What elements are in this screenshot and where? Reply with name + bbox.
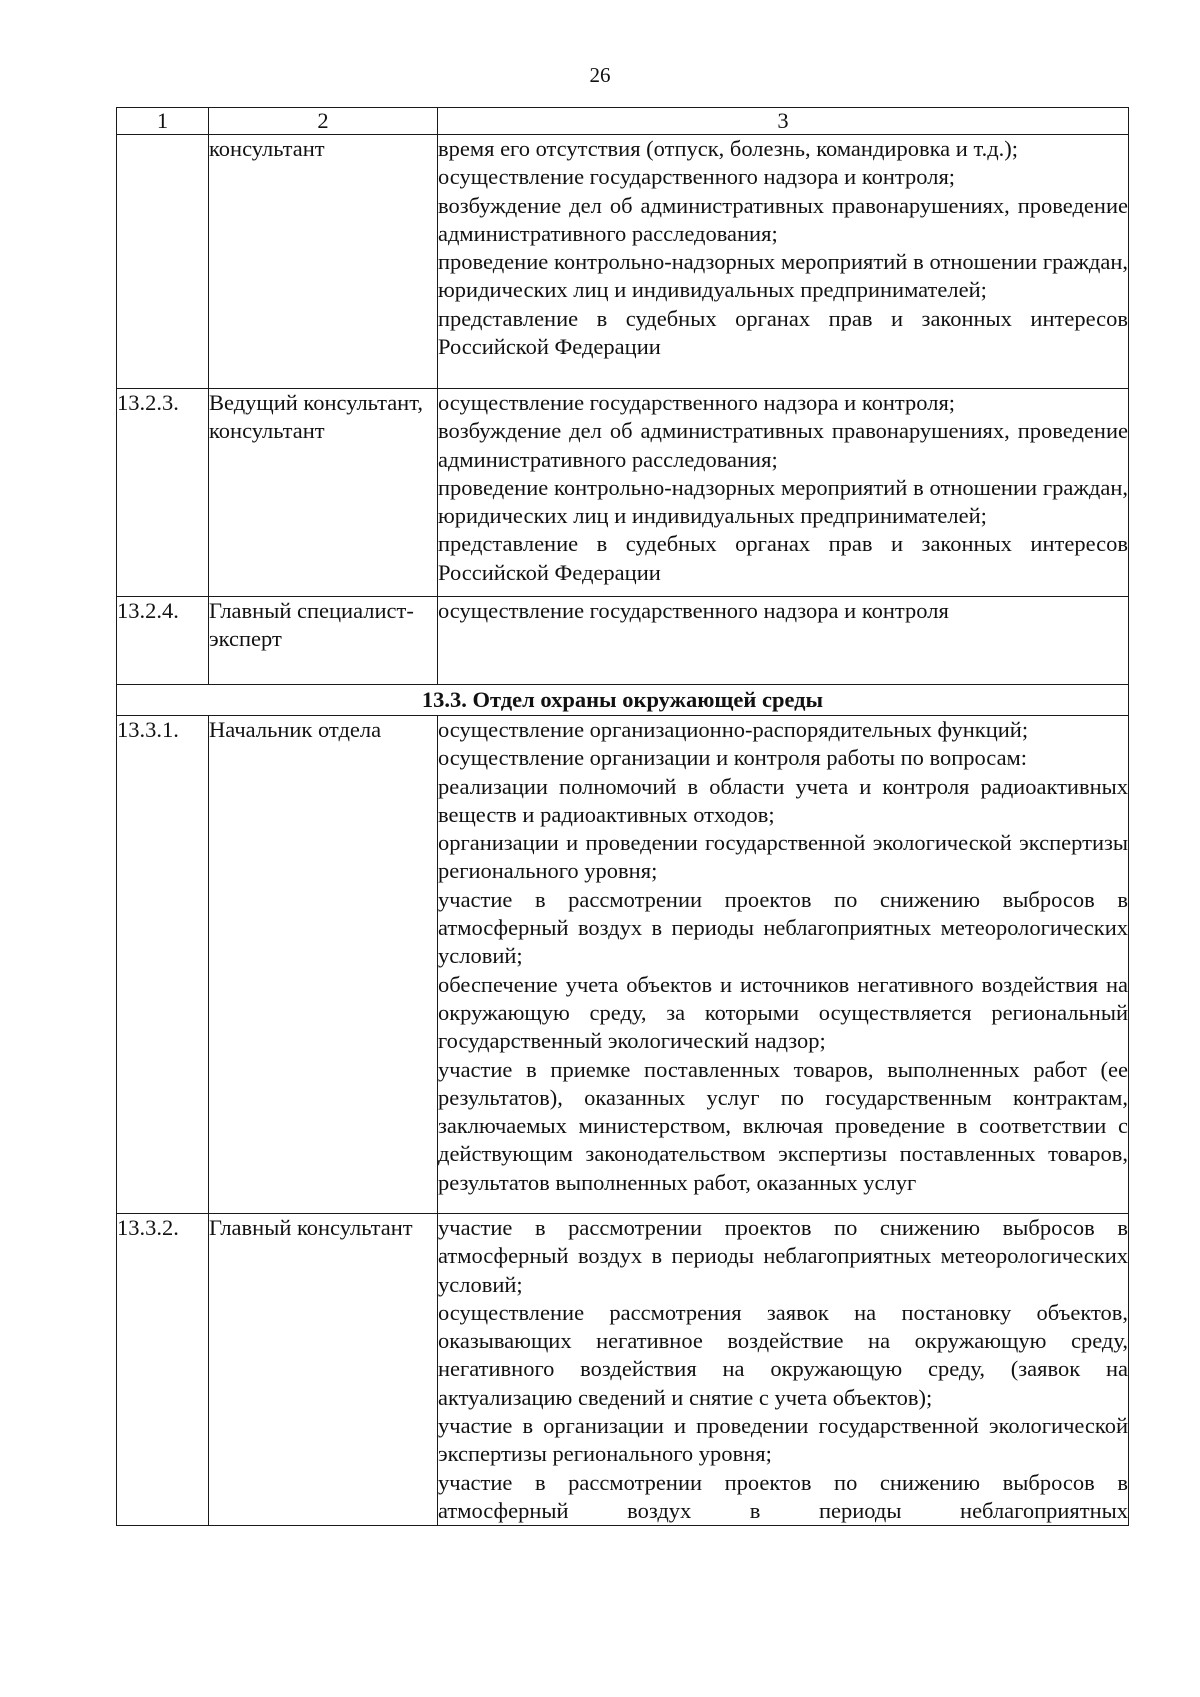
- duty-line: организации и проведении государственной экологической экспертизы регионального уровня;: [438, 830, 1128, 884]
- duty-line: осуществление государственного надзора и контроля;: [438, 164, 956, 190]
- row-number-cell: 13.3.2.: [117, 1214, 209, 1526]
- duty-line: представление в судебных органах прав и законных интересов Российской Федерации: [438, 531, 1128, 585]
- duties-cell: [438, 597, 1129, 685]
- duty-line: осуществление государственного надзора и контроля: [438, 598, 949, 623]
- duty-line: возбуждение дел об административных правонарушениях, проведение административного расследования;: [438, 192, 1128, 246]
- table-row: [117, 135, 1129, 389]
- position-cell: консультант: [209, 135, 438, 389]
- duty-line: представление в судебных органах прав и законных интересов Российской Федерации: [438, 305, 1128, 360]
- duty-line: проведение контрольно-надзорных мероприятий в отношении граждан, юридических лиц и индивидуальных предпринимателей;: [438, 474, 1128, 529]
- duty-line: обеспечение учета объектов и источников негативного воздействия на окружающую среду, за которыми осуществляется региональный государственный экологический надзор;: [438, 971, 1128, 1054]
- duty-line: участие в рассмотрении проектов по снижению выбросов в атмосферный воздух в периоды неблагоприятных: [438, 1469, 1128, 1523]
- section-heading: 13.3. Отдел охраны окружающей среды: [117, 685, 1129, 716]
- column-header: 3: [438, 108, 1129, 135]
- row-number-cell: 13.3.1.: [117, 716, 209, 1214]
- table-row: [117, 597, 1129, 685]
- duties-cell: [438, 389, 1129, 597]
- column-header: 2: [209, 108, 438, 135]
- column-header: 1: [117, 108, 209, 135]
- duties-cell: [438, 135, 1129, 389]
- duties-cell: [438, 716, 1129, 1214]
- row-number-cell: 13.2.4.: [117, 597, 209, 685]
- table-row: [117, 389, 1129, 597]
- table-row: [117, 1214, 1129, 1526]
- row-number-cell: 13.2.3.: [117, 389, 209, 597]
- duty-line: осуществление рассмотрения заявок на постановку объектов, оказывающих негативное воздействие на окружающую среду, негативного воздействия на окружающую среду, (заявок на актуализацию сведений и снятие с учета объектов);: [438, 1299, 1128, 1410]
- section-heading-row: [117, 685, 1129, 716]
- page-number: 26: [589, 63, 611, 87]
- duty-line: участие в организации и проведении государственной экологической экспертизы регионального уровня;: [438, 1413, 1128, 1467]
- duty-line: участие в рассмотрении проектов по снижению выбросов в атмосферный воздух в периоды неблагоприятных метеорологических условий;: [438, 1215, 1128, 1297]
- position-cell: Главный специалист-эксперт: [209, 597, 438, 685]
- duty-line: участие в приемке поставленных товаров, выполненных работ (ее результатов), оказанных услуг по государственным контрактам, заключаемых министерством, включая проведение в соответствии с действующим законодательством экспертизы поставленных товаров, результатов выполненных работ, оказанных услуг: [438, 1056, 1128, 1195]
- position-cell: Начальник отдела: [209, 716, 438, 1214]
- table-row: [117, 716, 1129, 1214]
- position-cell: Ведущий консультант, консультант: [209, 389, 438, 597]
- duty-line: время его отсутствия (отпуск, болезнь, командировка и т.д.);: [438, 136, 1019, 161]
- duty-line: осуществление организации и контроля работы по вопросам:: [438, 745, 1028, 771]
- table-header-row: [117, 108, 1129, 135]
- position-cell: Главный консультант: [209, 1214, 438, 1526]
- duties-table: [116, 107, 1129, 1526]
- duty-line: возбуждение дел об административных правонарушениях, проведение административного расследования;: [438, 418, 1128, 472]
- duties-cell: [438, 1214, 1129, 1526]
- duty-line: участие в рассмотрении проектов по снижению выбросов в атмосферный воздух в периоды неблагоприятных метеорологических условий;: [438, 886, 1128, 969]
- duty-line: проведение контрольно-надзорных мероприятий в отношении граждан, юридических лиц и индивидуальных предпринимателей;: [438, 249, 1128, 303]
- duty-line: осуществление государственного надзора и контроля;: [438, 390, 956, 415]
- row-number-cell: [117, 135, 209, 389]
- duty-line: реализации полномочий в области учета и контроля радиоактивных веществ и радиоактивных отходов;: [438, 773, 1128, 827]
- duty-line: осуществление организационно-распорядительных функций;: [438, 717, 1029, 742]
